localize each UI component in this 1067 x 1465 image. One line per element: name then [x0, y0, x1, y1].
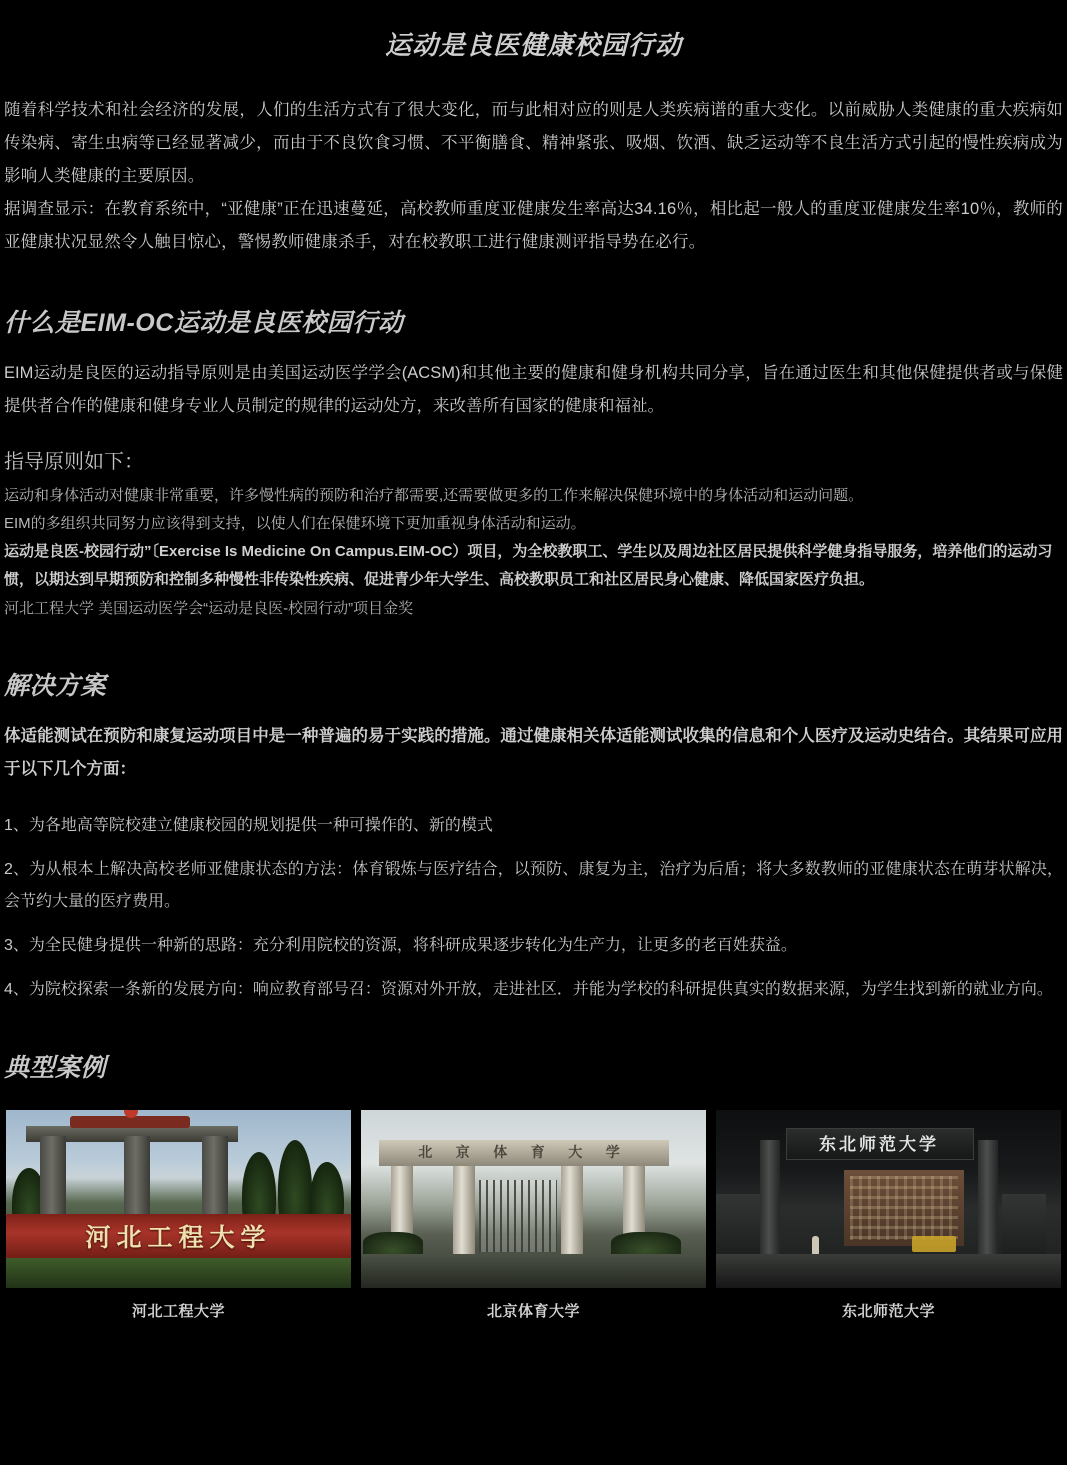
eim-credit: 河北工程大学 美国运动医学会“运动是良医-校园行动”项目金奖: [4, 600, 414, 618]
case-caption: 北京体育大学: [486, 1302, 580, 1320]
gate-post: [760, 1140, 780, 1258]
case-item[interactable]: [361, 1110, 706, 1321]
ground-strip: [361, 1254, 706, 1288]
eim-lead: EIM运动是良医的运动指导原则是由美国运动医学学会(ACSM)和其他主要的健康和健身机构共同分享，旨在通过医生和其他保健提供者或与保健提供者合作的健康和健身专业人员制定的规律的运动处方，来改善所有国家的健康和福祉。: [4, 364, 1063, 416]
intro-paragraph-1: 随着科学技术和社会经济的发展，人们的生活方式有了很大变化，而与此相对应的则是人类疾病谱的重大变化。以前威胁人类健康的重大疾病如传染病、寄生虫病等已经显著减少，而由于不良饮食习惯、不平衡膳食、精神紧张、吸烟、饮酒、缺乏运动等不良生活方式引起的慢性疾病成为影响人类健康的主要原因。: [4, 101, 1063, 186]
gate-sign-text: 北 京 体 育 大 学: [418, 1145, 630, 1161]
case-photo-hebei[interactable]: [6, 1110, 351, 1288]
case-photo-dongbei[interactable]: [716, 1110, 1061, 1288]
solution-intro: 体适能测试在预防和康复运动项目中是一种普遍的易于实践的措施。通过健康相关体适能测试收集的信息和个人医疗及运动史结合。其结果可应用于以下几个方面：: [4, 726, 1063, 778]
cases-section: [0, 1048, 1067, 1321]
case-caption: 东北师范大学: [841, 1302, 935, 1320]
eim-section: [0, 303, 1067, 624]
solution-section: [0, 666, 1067, 1006]
intro-section: [0, 94, 1067, 259]
pedestrian-figure: [812, 1236, 819, 1256]
case-photo-beijing[interactable]: [361, 1110, 706, 1288]
grass-strip: [6, 1258, 351, 1288]
road-strip: [716, 1254, 1061, 1288]
case-caption: 河北工程大学: [131, 1302, 225, 1320]
solution-item-2: 2、为从根本上解决高校老师亚健康状态的方法：体育锻炼与医疗结合，以预防、康复为主，治疗为后盾；将大多数教师的亚健康状态在萌芽状解决，会节约大量的医疗费用。: [4, 860, 1063, 910]
solution-heading: 解决方案: [4, 671, 107, 700]
solution-item-4: 4、为院校探索一条新的发展方向：响应教育部号召：资源对外开放，走进社区．并能为学校的科研提供真实的数据来源，为学生找到新的就业方向。: [4, 980, 1053, 998]
cases-heading: 典型案例: [4, 1053, 107, 1082]
side-building: [716, 1194, 760, 1256]
eim-heading: 什么是EIM-OC运动是良医校园行动: [4, 309, 404, 338]
gate-column: [561, 1166, 583, 1254]
gate-sign-text: 东北师范大学: [819, 1134, 939, 1154]
case-gallery: [4, 1110, 1063, 1321]
yellow-marker: [912, 1236, 956, 1252]
page-root: [0, 17, 1067, 1465]
eim-point-3: 运动是良医-校园行动”〔Exercise Is Medicine On Campus.EIM-OC）项目，为全校教职工、学生以及周边社区居民提供科学健身指导服务，培养他们的运动习惯，以期达到早期预防和控制多种慢性非传染性疾病、促进青少年大学生、高校教职员工和社区居民身心健康、降低国家医疗负担。: [4, 542, 1053, 588]
page-title: 运动是良医健康校园行动: [384, 30, 682, 61]
case-item[interactable]: [6, 1110, 351, 1321]
case-item[interactable]: [716, 1110, 1061, 1321]
solution-item-3: 3、为全民健身提供一种新的思路：充分利用院校的资源，将科研成果逐步转化为生产力，让更多的老百姓获益。: [4, 936, 797, 954]
gate-post: [978, 1140, 998, 1258]
gate-column: [453, 1166, 475, 1254]
eim-sub-heading: 指导原则如下：: [4, 451, 144, 474]
eim-point-1: 运动和身体活动对健康非常重要，许多慢性病的预防和治疗都需要,还需要做更多的工作来解决保健环境中的身体活动和运动问题。: [4, 487, 864, 505]
eim-point-2: EIM的多组织共同努力应该得到支持，以使人们在保健环境下更加重视身体活动和运动。: [4, 515, 586, 533]
intro-paragraph-2: 据调查显示：在教育系统中，“亚健康”正在迅速蔓延，高校教师重度亚健康发生率高达34.16％，相比起一般人的重度亚健康发生率10％，教师的亚健康状况显然令人触目惊心，警惕教师健康杀手，对在校教职工进行健康测评指导势在必行。: [4, 200, 1063, 252]
side-building: [1002, 1194, 1046, 1256]
gate-sign-text: 河北工程大学: [85, 1224, 272, 1252]
gate-bars: [479, 1180, 557, 1252]
building-shape: [844, 1170, 964, 1246]
solution-item-1: 1、为各地高等院校建立健康校园的规划提供一种可操作的、新的模式: [4, 816, 493, 834]
